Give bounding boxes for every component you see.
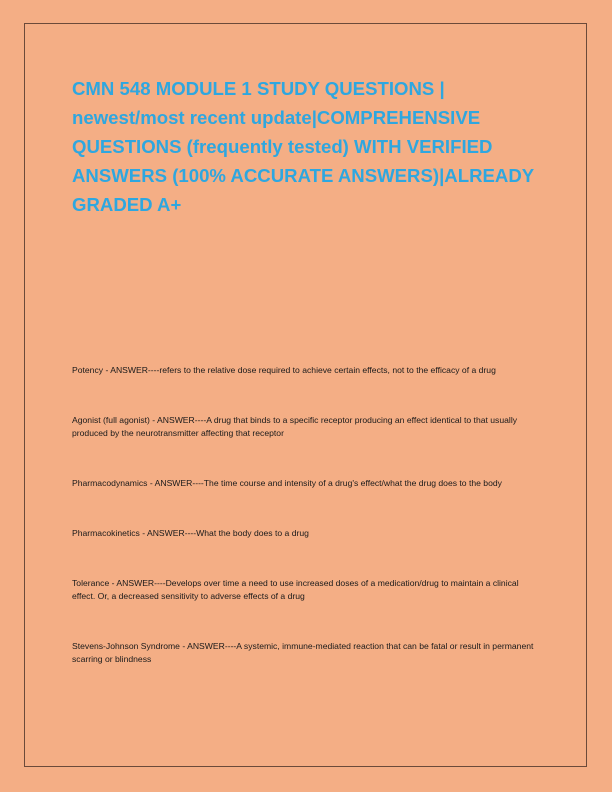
qa-list [72,364,544,666]
qa-item-tolerance: Tolerance - ANSWER----Develops over time a need to use increased doses of a medication/drug to maintain a clinical effect. Or, a decreased sensitivity to adverse effects of a drug [72,578,519,601]
qa-item-potency: Potency - ANSWER----refers to the relative dose required to achieve certain effects, not to the efficacy of a drug [72,365,496,375]
qa-item-pharmacodynamics: Pharmacodynamics - ANSWER----The time course and intensity of a drug's effect/what the drug does to the body [72,478,502,488]
qa-item-stevens-johnson: Stevens-Johnson Syndrome - ANSWER----A systemic, immune-mediated reaction that can be fatal or result in permanent scarring or blindness [72,641,534,664]
qa-item-agonist: Agonist (full agonist) - ANSWER----A drug that binds to a specific receptor producing an effect identical to that usually produced by the neurotransmitter affecting that receptor [72,415,518,438]
document-title: CMN 548 MODULE 1 STUDY QUESTIONS | newest/most recent update|COMPREHENSIVE QUESTIONS (frequently tested) WITH VERIFIED ANSWERS (100% ACCURATE ANSWERS)|ALREADY GRADED A+ [72,78,534,215]
qa-item-pharmacokinetics: Pharmacokinetics - ANSWER----What the body does to a drug [72,528,309,538]
